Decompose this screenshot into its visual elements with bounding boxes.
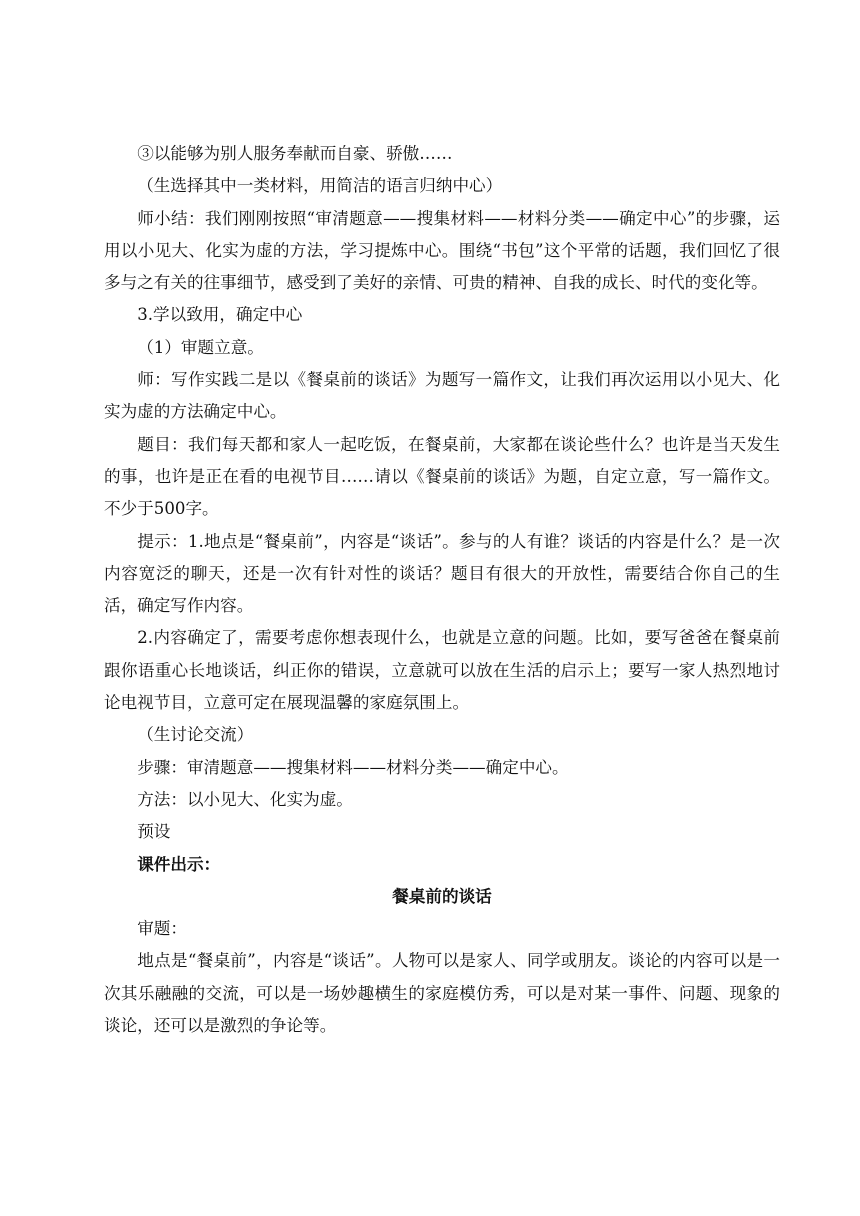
paragraph-hint-2: 2.内容确定了，需要考虑你想表现什么，也就是立意的问题。比如，要写爸爸在餐桌前跟你语重心长地谈话，纠正你的错误，立意就可以放在生活的启示上；要写一家人热烈地讨论电视节目，立意可定在展现温馨的家庭氛围上。 <box>104 628 780 713</box>
paragraph-method: 方法：以小见大、化实为虚。 <box>137 789 353 809</box>
section-heading-apply: 3.学以致用，确定中心 <box>137 305 303 325</box>
paragraph-steps: 步骤：审清题意——搜集材料——材料分类——确定中心。 <box>137 757 569 777</box>
paragraph-teacher-summary: 师小结：我们刚刚按照“审清题意——搜集材料——材料分类——确定中心”的步骤，运用以小见大、化实为虚的方法，学习提炼中心。围绕“书包”这个平常的话题，我们回忆了很多与之有关的往事细节，感受到了美好的亲情、可贵的精神、自我的成长、时代的变化等。 <box>104 208 780 293</box>
paragraph-student-discussion: （生讨论交流） <box>137 725 254 745</box>
paragraph-student-activity: （生选择其中一类材料，用简洁的语言归纳中心） <box>137 176 503 196</box>
paragraph-review-content: 地点是“餐桌前”，内容是“谈话”。人物可以是家人、同学或朋友。谈论的内容可以是一次其乐融融的交流，可以是一场妙趣横生的家庭模仿秀，可以是对某一事件、问题、现象的谈论，还可以是激烈的争论等。 <box>104 951 780 1036</box>
paragraph-hint-1: 提示：1.地点是“餐桌前”，内容是“谈话”。参与的人有谁？谈话的内容是什么？是一次内容宽泛的聊天，还是一次有针对性的谈话？题目有很大的开放性，需要结合你自己的生活，确定写作内容。 <box>104 531 780 616</box>
paragraph-teacher-intro: 师：写作实践二是以《餐桌前的谈话》为题写一篇作文，让我们再次运用以小见大、化实为虚的方法确定中心。 <box>104 370 780 422</box>
courseware-label: 课件出示： <box>137 854 221 874</box>
document-body <box>104 138 780 1042</box>
courseware-title: 餐桌前的谈话 <box>392 886 492 906</box>
paragraph-review-label: 审题： <box>137 919 187 939</box>
subheading-topic-analysis: （1）审题立意。 <box>137 337 264 357</box>
paragraph-material-item-3: ③以能够为别人服务奉献而自豪、骄傲…… <box>137 144 453 163</box>
paragraph-preset: 预设 <box>137 822 171 842</box>
paragraph-writing-prompt: 题目：我们每天都和家人一起吃饭，在餐桌前，大家都在谈论些什么？也许是当天发生的事，也许是正在看的电视节目……请以《餐桌前的谈话》为题，自定立意，写一篇作文。不少于500字。 <box>104 434 780 519</box>
